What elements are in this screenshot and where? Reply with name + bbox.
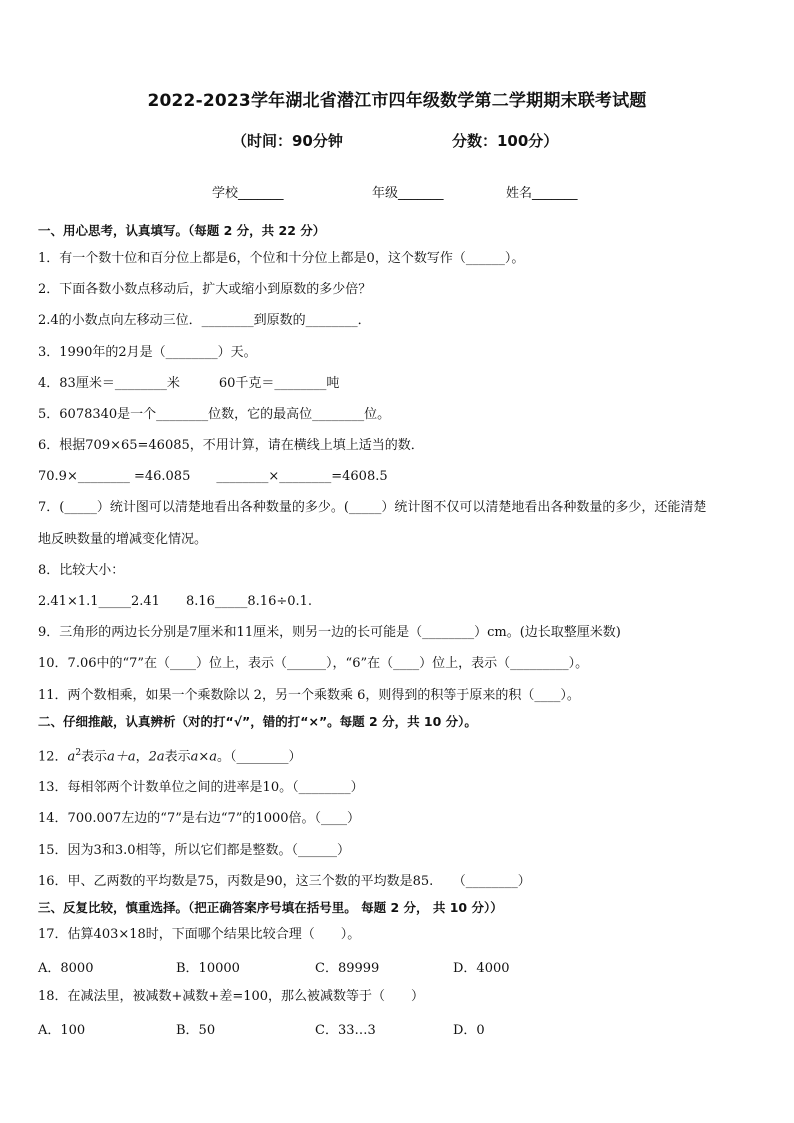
q18-option-c: C．33…3 xyxy=(315,1023,376,1038)
q18-option-b: B．50 xyxy=(176,1023,216,1038)
question-15: 15．因为3和3.0相等，所以它们都是整数。（______） xyxy=(38,843,350,858)
q18-option-d: D．0 xyxy=(453,1023,485,1038)
section-3-heading: 三、反复比较，慎重选择。（把正确答案序号填在括号里。 每题 2 分， 共 10 分）） xyxy=(38,900,503,915)
exam-title: 2022-2023学年湖北省潜江市四年级数学第二学期期末联考试题 xyxy=(147,91,647,111)
q18-option-a: A．100 xyxy=(38,1023,86,1038)
q12-sep: ， xyxy=(135,749,149,765)
question-3: 3．1990年的2月是（________）天。 xyxy=(38,345,257,360)
q12-number: 12． xyxy=(38,749,68,765)
question-8: 8．比较大小： xyxy=(38,563,125,578)
question-8-part: 2.41×1.1_____2.41 8.16_____8.16÷0.1. xyxy=(38,594,313,609)
q17-option-b: B．10000 xyxy=(176,961,240,976)
q17-option-a: A．8000 xyxy=(38,961,94,976)
name-field: 姓名_______ xyxy=(506,186,578,201)
grade-field: 年级_______ xyxy=(372,186,444,201)
question-13: 13．每相邻两个计数单位之间的进率是10。（________） xyxy=(38,780,364,795)
question-7-line-1: 7．(_____）统计图可以清楚地看出各种数量的多少。(_____）统计图不仅可以清楚地看出各种数量的多少，还能清楚 xyxy=(38,500,707,515)
q12-expr-1: a＋a xyxy=(107,749,136,765)
q12-end: 。（________） xyxy=(217,749,302,765)
question-16: 16．甲、乙两数的平均数是75，丙数是90，这三个数的平均数是85. （________） xyxy=(38,874,531,889)
question-18: 18．在减法里，被减数+减数+差=100，那么被减数等于（ ） xyxy=(38,989,425,1004)
question-6-part: 70.9×________ =46.085 ________×________=4608.5 xyxy=(38,469,388,484)
q12-expr-2a: 2a xyxy=(148,749,165,765)
q17-option-c: C．89999 xyxy=(315,961,380,976)
question-6: 6．根据709×65=46085，不用计算，请在横线上填上适当的数． xyxy=(38,438,424,453)
question-7-line-2: 地反映数量的增减变化情况。 xyxy=(38,532,208,547)
exam-time: （时间：90分钟 xyxy=(232,132,343,150)
section-2-heading: 二、仔细推敲，认真辨析（对的打“√”，错的打“×”。每题 2 分，共 10 分）。 xyxy=(38,714,477,729)
question-2: 2．下面各数小数点移动后，扩大或缩小到原数的多少倍？ xyxy=(38,282,372,297)
q12-text-1: 表示 xyxy=(81,749,108,765)
question-10: 10．7.06中的“7”在（____）位上，表示（______），“6”在（____）位上，表示（_________）。 xyxy=(38,656,589,671)
q12-text-2: 表示 xyxy=(164,749,191,765)
question-1: 1．有一个数十位和百分位上都是6，个位和十分位上都是0，这个数写作（______）。 xyxy=(38,251,525,266)
q12-exponent: 2 xyxy=(75,748,82,758)
question-4: 4．83厘米＝________米 60千克＝________吨 xyxy=(38,376,340,391)
question-14: 14．700.007左边的“7”是右边“7”的1000倍。（____） xyxy=(38,811,361,826)
question-17: 17．估算403×18时，下面哪个结果比较合理（ ）。 xyxy=(38,927,361,942)
section-1-heading: 一、用心思考，认真填写。（每题 2 分，共 22 分） xyxy=(38,223,326,238)
q17-option-d: D．4000 xyxy=(453,961,510,976)
question-5: 5．6078340是一个________位数，它的最高位________位。 xyxy=(38,407,391,422)
question-12 xyxy=(38,744,302,766)
school-field: 学校_______ xyxy=(212,186,284,201)
q12-var-a: a xyxy=(67,749,76,765)
question-2-part: 2.4的小数点向左移动三位．________到原数的________． xyxy=(38,313,371,328)
question-9: 9．三角形的两边长分别是7厘米和11厘米，则另一边的长可能是（________）cm。(边长取整厘米数) xyxy=(38,625,621,640)
exam-score: 分数：100分） xyxy=(452,132,559,150)
question-11: 11．两个数相乘，如果一个乘数除以 2，另一个乘数乘 6，则得到的积等于原来的积（____）。 xyxy=(38,688,580,703)
q12-expr-2b: a×a xyxy=(190,749,218,765)
